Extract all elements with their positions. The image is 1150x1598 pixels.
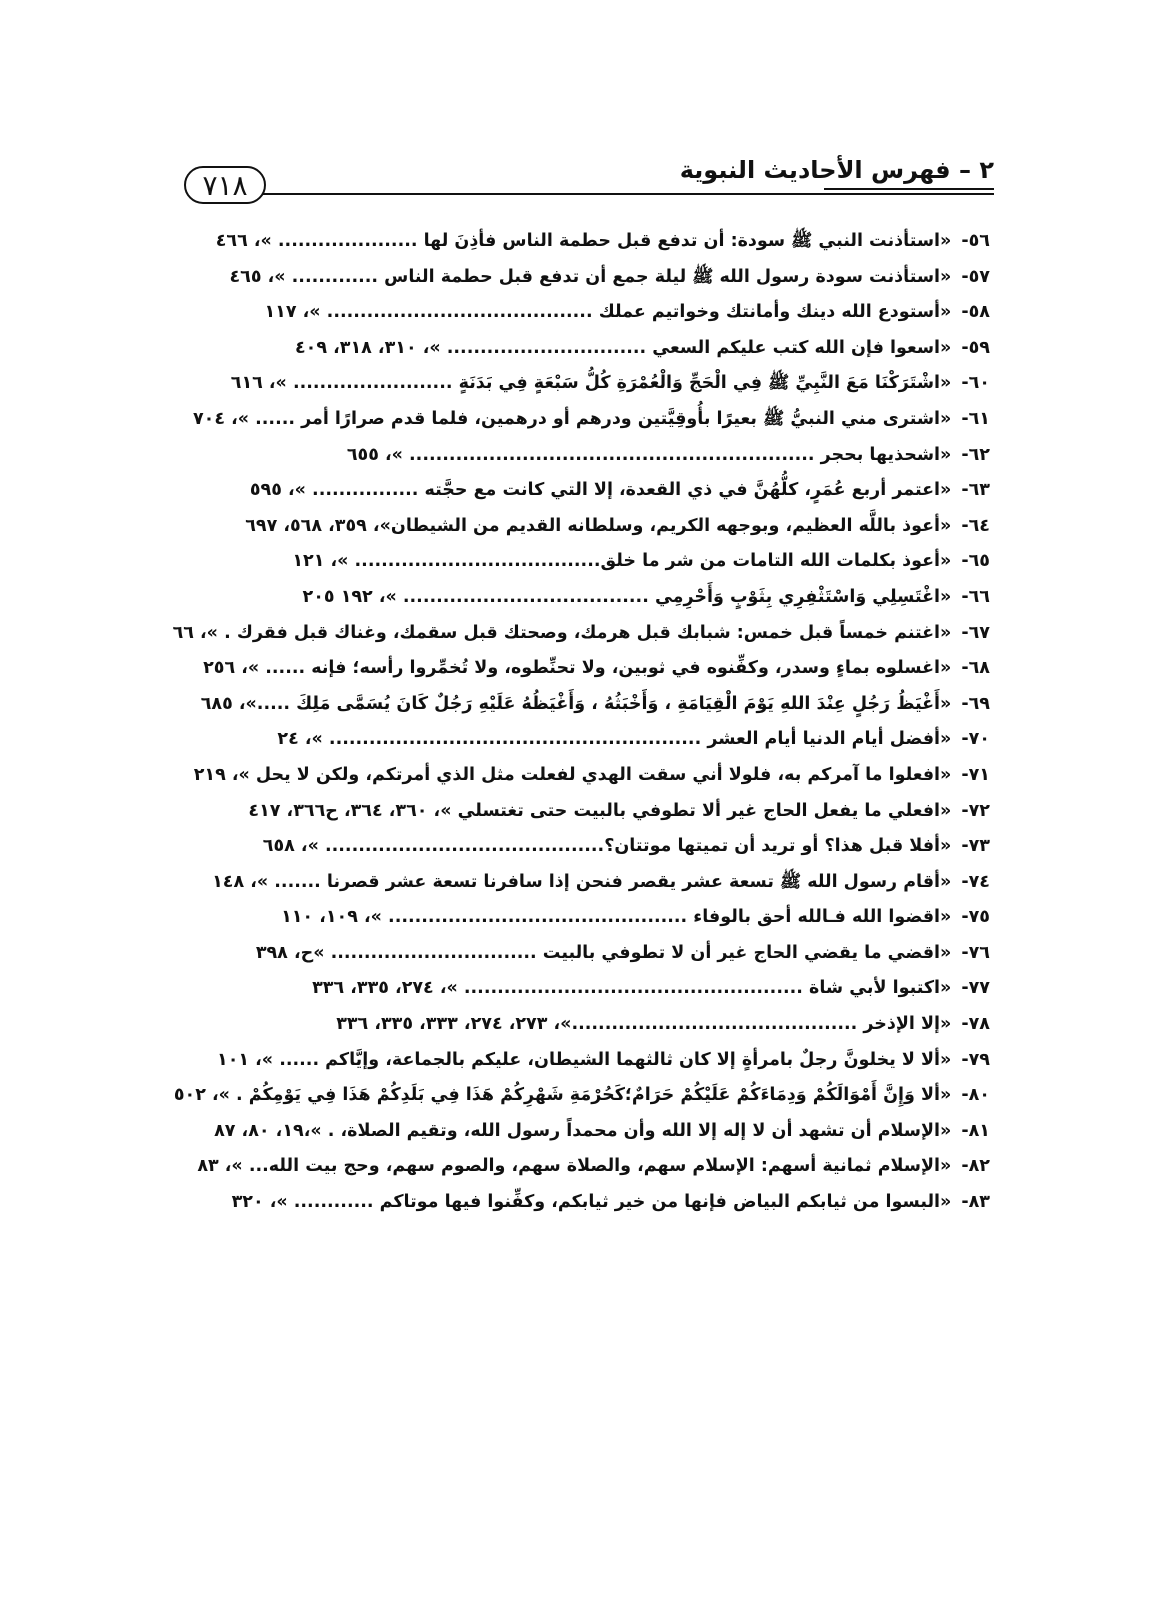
- list-item: [173, 1078, 990, 1114]
- entry-text: «اعتمر أربع عُمَرٍ، كلُّهُنَّ في ذي القعدة، إلا التي كانت مع حجَّته ................ »، ٥٩٥: [249, 480, 952, 501]
- list-item: [188, 758, 990, 794]
- entry-number: ٥٨-: [961, 302, 990, 323]
- entry-number: ٧٢-: [961, 800, 990, 821]
- entry-text: «اغسلوه بماءٍ وسدر، وكفِّنوه في ثوبين، ولا تحنِّطوه، ولا تُخمِّروا رأسه؛ فإنه ...... »، ٢٥٦: [203, 658, 952, 679]
- list-item: [188, 509, 990, 545]
- entry-text: «اغْتَسِلِي وَاسْتَثْفِرِي بِثَوْبٍ وَأَحْرِمِي ..................................... »، ١٩٢ ٢٠٥: [302, 586, 952, 607]
- list-item: [188, 224, 990, 260]
- entry-text: «استأذنت سودة رسول الله ﷺ ليلة جمع أن تدفع قبل حطمة الناس ............. »، ٤٦٥: [229, 266, 952, 287]
- entry-number: ٧٣-: [961, 836, 990, 857]
- entry-number: ٧٩-: [961, 1049, 990, 1070]
- list-item: [188, 829, 990, 865]
- entry-text: «افعلي ما يفعل الحاج غير ألا تطوفي بالبيت حتى تغتسلي »، ٣٦٠، ٣٦٤، ح٣٦٦، ٤١٧: [248, 800, 952, 821]
- entry-text: «أستودع الله دينك وأمانتك وخواتيم عملك ........................................ »، ١١٧: [264, 302, 952, 323]
- entry-number: ٦١-: [961, 408, 990, 429]
- list-item: [188, 544, 990, 580]
- list-item: [188, 580, 990, 616]
- list-item: [188, 900, 990, 936]
- entry-number: ٦٠-: [961, 373, 990, 394]
- list-item: [188, 865, 990, 901]
- list-item: [188, 402, 990, 438]
- entry-number: ٧٦-: [961, 942, 990, 963]
- list-item: [188, 331, 990, 367]
- list-item: [188, 1043, 990, 1079]
- entry-number: ٥٩-: [961, 337, 990, 358]
- page-header: [184, 150, 994, 206]
- entry-text: «البسوا من ثيابكم البياض فإنها من خير ثيابكم، وكفِّنوا فيها موتاكم ............ »، ٣٢٠: [231, 1192, 952, 1213]
- section-title: ٢ – فهرس الأحاديث النبوية: [679, 156, 994, 184]
- list-item: [188, 971, 990, 1007]
- list-item: [188, 473, 990, 509]
- entry-number: ٧٧-: [961, 978, 990, 999]
- list-item: [188, 366, 990, 402]
- entry-number: ٨٣-: [961, 1192, 990, 1213]
- list-item: [188, 794, 990, 830]
- list-item: [188, 1149, 990, 1185]
- list-item: [188, 260, 990, 296]
- entry-text: «ألا لا يخلونَّ رجلٌ بامرأةٍ إلا كان ثالثهما الشيطان، عليكم بالجماعة، وإيَّاكم ...... »، ١٠١: [217, 1049, 952, 1070]
- entry-number: ٥٧-: [961, 266, 990, 287]
- entry-text: «اغتنم خمساً قبل خمس: شبابك قبل هرمك، وصحتك قبل سقمك، وغناك قبل فقرك . »، ٦٦: [172, 622, 952, 643]
- list-item: [188, 1185, 990, 1221]
- hadith-index-list: [172, 224, 990, 1221]
- entry-text: «اشحذيها بحجر ............................................................. »، ٦٥٥: [346, 444, 952, 465]
- entry-number: ٦٨-: [961, 658, 990, 679]
- header-rule: [259, 193, 994, 195]
- entry-number: ٦٣-: [961, 480, 990, 501]
- list-item: [188, 722, 990, 758]
- entry-text: «اقضوا الله فـالله أحق بالوفاء ............................................. »، ١٠٩، ١١٠: [281, 907, 952, 928]
- list-item: [188, 651, 990, 687]
- title-underline: [824, 188, 994, 190]
- entry-text: «أفلا قبل هذا؟ أو تريد أن تميتها موتتان؟.......................................... »، ٦٥٨: [262, 836, 952, 857]
- list-item: [188, 438, 990, 474]
- entry-number: ٦٦-: [961, 586, 990, 607]
- entry-number: ٧٤-: [961, 871, 990, 892]
- list-item: [188, 936, 990, 972]
- page-number: ٧١٨: [184, 166, 266, 204]
- entry-number: ٨١-: [961, 1120, 990, 1141]
- list-item: [188, 1114, 990, 1150]
- entry-number: ٦٧-: [961, 622, 990, 643]
- entry-number: ٦٩-: [961, 693, 990, 714]
- list-item: [188, 295, 990, 331]
- entry-text: «اقضي ما يقضي الحاج غير أن لا تطوفي بالبيت ............................... »ح، ٣٩٨: [255, 942, 952, 963]
- entry-number: ٧١-: [961, 764, 990, 785]
- entry-number: ٧٥-: [961, 907, 990, 928]
- entry-text: «اشترى مني النبيُّ ﷺ بعيرًا بأُوقِيَّتين ودرهم أو درهمين، فلما قدم صرارًا أمر ...... »، ٧٠٤: [192, 408, 952, 429]
- list-item: [188, 687, 990, 723]
- entry-text: «افعلوا ما آمركم به، فلولا أني سقت الهدي لفعلت مثل الذي أمرتكم، ولكن لا يحل »، ٢١٩: [193, 764, 952, 785]
- entry-text: «أقام رسول الله ﷺ تسعة عشر يقصر فنحن إذا سافرنا تسعة عشر قصرنا ....... »، ١٤٨: [212, 871, 952, 892]
- entry-text: «أفضل أيام الدنيا أيام العشر ........................................................ »، ٢٤: [277, 729, 952, 750]
- entry-text: «أعوذ باللَّه العظيم، وبوجهه الكريم، وسلطانه القديم من الشيطان»، ٣٥٩، ٥٦٨، ٦٩٧: [245, 515, 952, 536]
- entry-number: ٥٦-: [961, 231, 990, 251]
- entry-text: «أَغْيَظُ رَجُلٍ عِنْدَ اللهِ يَوْمَ الْقِيَامَةِ ، وَأَخْبَثُهُ ، وَأَغْيَظُهُ عَلَيْهِ رَجُلٌ كَانَ يُسَمَّى مَلِكَ .....»، ٦٨٥: [200, 693, 952, 714]
- list-item: [172, 616, 990, 652]
- entry-text: «إلا الإذخر ...........................................»، ٢٧٣، ٢٧٤، ٣٣٣، ٣٣٥، ٣٣٦: [336, 1014, 952, 1035]
- entry-text: «الإسلام ثمانية أسهم: الإسلام سهم، والصلاة سهم، والصوم سهم، وحج بيت الله... »، ٨٣: [197, 1156, 952, 1177]
- list-item: [188, 1007, 990, 1043]
- entry-text: «اسعوا فإن الله كتب عليكم السعي .............................. »، ٣١٠، ٣١٨، ٤٠٩: [294, 337, 952, 358]
- entry-text: «استأذنت النبي ﷺ سودة: أن تدفع قبل حطمة الناس فأذِنَ لها ..................... »، ٤٦٦: [215, 231, 952, 251]
- entry-text: «اكتبوا لأبي شاة ................................................... »، ٢٧٤، ٣٣٥، ٣٣٦: [312, 978, 952, 999]
- entry-number: ٧٨-: [961, 1014, 990, 1035]
- entry-number: ٨٠-: [961, 1085, 990, 1106]
- entry-text: «أعوذ بكلمات الله التامات من شر ما خلق..................................... »، ١٢١: [292, 551, 952, 572]
- entry-text: «الإسلام أن تشهد أن لا إله إلا الله وأن محمداً رسول الله، وتقيم الصلاة، . »،١٩، ٨٠، ٨٧: [214, 1120, 952, 1141]
- entry-number: ٧٠-: [961, 729, 990, 750]
- entry-number: ٦٤-: [961, 515, 990, 536]
- entry-number: ٦٥-: [961, 551, 990, 572]
- entry-number: ٨٢-: [961, 1156, 990, 1177]
- entry-text: «اشْتَرَكْنَا مَعَ النَّبِيِّ ﷺ فِي الْحَجِّ وَالْعُمْرَةِ كُلُّ سَبْعَةٍ فِي بَدَنَةٍ ........................ »، ٦١٦: [230, 373, 952, 394]
- entry-text: «ألا وَإِنَّ أَمْوَالَكُمْ وَدِمَاءَكُمْ عَلَيْكُمْ حَرَامٌ؛كَحُرْمَةِ شَهْرِكُمْ هَذَا فِي بَلَدِكُمْ هَذَا فِي يَوْمِكُمْ . »، ٥٠٢: [173, 1085, 952, 1106]
- entry-number: ٦٢-: [961, 444, 990, 465]
